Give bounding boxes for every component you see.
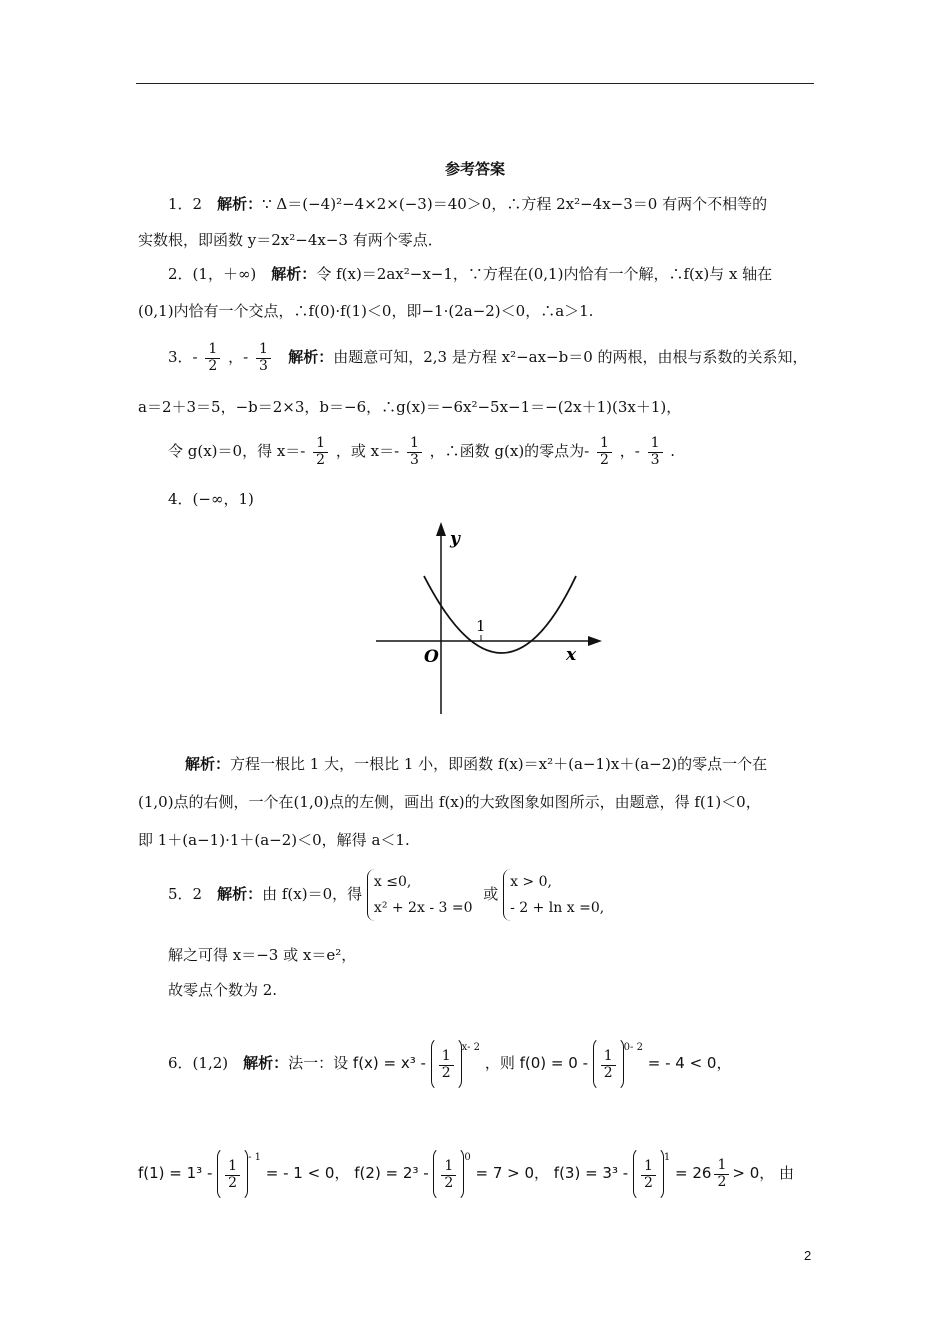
- answer-6-line-2: f(1) = 1³ - $\frac{1}{2}$ $^{- 1}$ = - 1 < 0， f(2) = 2³ - $\frac{1}{2}$ $^0$ = 7 > 0， f(3) = 3³ - $\frac{1}{2}$ $^1$ = 26 $\frac{1}{2}$ > 0， 由: [138, 1132, 794, 1201]
- fraction: $\frac{1}{3}$: [407, 436, 422, 468]
- answer-1-line-1: 1．2 解析：∵ Δ＝(−4)²−4×2×(−3)＝40＞0，∴方程 2x²−4x−3＝0 有两个不相等的: [168, 195, 768, 213]
- fraction: $\frac{1}{2}$: [205, 342, 220, 374]
- fraction: $\frac{1}{2}$: [601, 1049, 616, 1081]
- page-title: 参考答案: [444, 160, 505, 178]
- analysis-label: 解析：: [217, 195, 263, 213]
- answer-6-line-1: 6．(1,2) 解析：法一：设 f(x) = x³ - $\frac{1}{2}$ $^{x- 2}$ ，则 f(0) = 0 - $\frac{1}{2}$ $^{0- 2}$ = - 4 < 0，: [168, 1022, 731, 1091]
- analysis-label: 解析：: [271, 265, 317, 283]
- fraction: $\frac{1}{2}$: [597, 436, 612, 468]
- y-axis-label: y: [450, 529, 460, 549]
- x-axis-label: x: [566, 645, 577, 665]
- answer-2-line-1: 2．(1，＋∞) 解析：令 f(x)＝2ax²−x−1，∵方程在(0,1)内恰有一个解，∴f(x)与 x 轴在: [168, 265, 773, 283]
- tick-label: 1: [476, 617, 486, 635]
- answer-3-line-2: a＝2＋3＝5，−b＝2×3，b＝−6，∴g(x)＝−6x²−5x−1＝−(2x＋1)(3x＋1)，: [138, 398, 682, 416]
- answer-5-line-1: 5．2 解析：由 f(x)＝0，得 x ≤0, x² + 2x - 3 =0 或 x > 0, - 2 + ln x =0,: [168, 866, 604, 922]
- answer-3-line-3: 令 g(x)＝0，得 x＝- $\frac{1}{2}$ ，或 x＝- $\frac{1}{3}$ ，∴函数 g(x)的零点为- $\frac{1}{2}$ ，- $\frac{1}{3}$ .: [168, 435, 676, 468]
- answer-3-line-1: 3．- $\frac{1}{2}$ ，- $\frac{1}{3}$ 解析：由题意可知，2,3 是方程 x²−ax−b＝0 的两根，由根与系数的关系知，: [168, 341, 808, 374]
- x-axis-arrow: [588, 636, 602, 646]
- analysis-label: 解析：: [243, 1054, 289, 1072]
- answer-4-line-2: 解析：方程一根比 1 大，一根比 1 小，即函数 f(x)＝x²＋(a−1)x＋(a−2)的零点一个在: [185, 755, 768, 773]
- answer-2-line-2: (0,1)内恰有一个交点，∴f(0)·f(1)＜0，即−1·(2a−2)＜0，∴a＞1.: [138, 302, 594, 320]
- answer-4-line-3: (1,0)点的右侧，一个在(1,0)点的左侧，画出 f(x)的大致图象如图所示，由题意，得 f(1)＜0，: [138, 793, 761, 811]
- answer-4-line-1: 4．(−∞，1): [168, 490, 254, 508]
- equation-system-2: x > 0, - 2 + ln x =0,: [503, 869, 604, 921]
- origin-label: O: [424, 647, 439, 667]
- fraction: $\frac{1}{3}$: [648, 436, 663, 468]
- answer-1-line-2: 实数根，即函数 y＝2x²−4x−3 有两个零点．: [138, 231, 443, 249]
- parabola-graph: [370, 518, 610, 718]
- fraction: $\frac{1}{2}$: [225, 1159, 240, 1191]
- fraction: $\frac{1}{3}$: [256, 342, 271, 374]
- answer-5-line-3: 故零点个数为 2.: [168, 981, 278, 999]
- y-axis-arrow: [436, 522, 446, 536]
- page-number: 2: [804, 1248, 812, 1263]
- fraction: $\frac{1}{2}$: [641, 1159, 656, 1191]
- fraction: $\frac{1}{2}$: [313, 436, 328, 468]
- fraction: $\frac{1}{2}$: [714, 1158, 729, 1190]
- analysis-label: 解析：: [288, 348, 334, 366]
- fraction: $\frac{1}{2}$: [441, 1159, 456, 1191]
- equation-system-1: x ≤0, x² + 2x - 3 =0: [367, 869, 473, 921]
- header-rule: [136, 83, 814, 84]
- analysis-label: 解析：: [185, 755, 231, 773]
- fraction: $\frac{1}{2}$: [439, 1049, 454, 1081]
- analysis-label: 解析：: [217, 885, 263, 903]
- answer-4-line-4: 即 1＋(a−1)·1＋(a−2)＜0，解得 a＜1.: [138, 831, 410, 849]
- answer-5-line-2: 解之可得 x＝−3 或 x＝e²，: [168, 946, 357, 964]
